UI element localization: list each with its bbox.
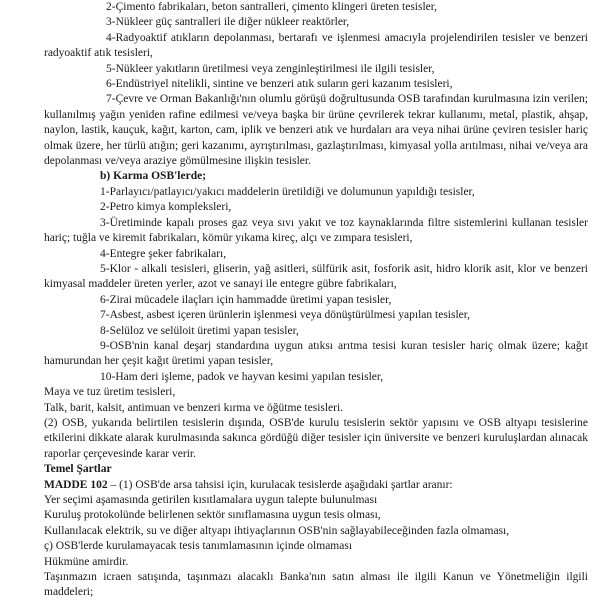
section-heading: Temel Şartlar (44, 463, 112, 476)
list-item: 10-Ham deri işleme, padok ve hayvan kesimi yapılan tesisler, (100, 370, 384, 383)
list-item: 2-Çimento fabrikaları, beton santralleri, çimento klingeri üreten tesisler, (106, 1, 438, 13)
list-item: 5-Klor - alkali tesisleri, gliserin, yağ asitleri, sülfürik asit, fosforik asit, hidro klorik asit, klor ve benzeri kimyasal maddeler üreten yerler, azot ve sanayi ile entegre gübre fabrikaları, (44, 262, 588, 291)
list-item: 6-Zirai mücadele ilaçları için hammadde üretimi yapan tesisler, (100, 293, 392, 306)
list-item: 9-OSB'nin kanal deşarj standardına uygun atıksı arıtma tesisi kuran tesisler hariç olmak üzere; kağıt hamurundan her çeşit kağıt üretimi yapan tesisler, (44, 339, 588, 368)
paragraph: Taşınmazın icraen satışında, taşınmazı alacaklı Banka'nın satın alması ile ilgili Kanun ve Yönetmeliğin ilgili maddeleri; (44, 571, 588, 599)
list-item: 3-Üretiminde kapalı proses gaz veya sıvı yakıt ve toz kaynaklarında filtre sistemlerini kullanan tesisler hariç; tuğla ve kiremit fabrikaları, kömür yıkama kireç, alçı ve zımpara tesisleri, (44, 216, 588, 245)
article-label: MADDE 102 (44, 478, 108, 491)
list-item: 3-Nükleer güç santralleri ile diğer nükleer reaktörler, (106, 16, 350, 29)
list-item: Yer seçimi aşamasında getirilen kısıtlamalara uygun talepte bulunulması (44, 494, 378, 506)
list-item: 6-Endüstriyel nitelikli, sintine ve benzeri atık suların geri kazanım tesisleri, (106, 78, 453, 91)
paragraph: (2) OSB, yukarıda belirtilen tesislerin dışında, OSB'de kurulu tesislerin sektör yapısını ve OSB altyapı tesislerine etkilerini dikkate alarak kurulmasında sakınca gördüğü diğer tesisler için üniversite ve benzeri kuruluşlardan alınacak raporlar çerçevesinde karar verir. (44, 416, 588, 460)
list-item: Maya ve tuz üretim tesisleri, (44, 386, 176, 399)
list-item: 2-Petro kimya kompleksleri, (100, 201, 232, 214)
list-item: 8-Selüloz ve selüloit üretimi yapan tesisler, (100, 324, 299, 337)
article-text: – (1) OSB'de arsa tahsisi için, kurulacak tesislerde aşağıdaki şartlar aranır: (107, 478, 453, 491)
section-heading: b) Karma OSB'lerde; (100, 170, 207, 183)
list-item: Talk, barit, kalsit, antimuan ve benzeri kırma ve öğütme tesisleri. (44, 401, 344, 414)
list-item: Kullanılacak elektrik, su ve diğer altyapı ihtiyaçlarının OSB'nin sağlayabileceğinden fazla olmaması, (44, 524, 510, 537)
article-line (44, 478, 588, 493)
list-item: Kuruluş protokolünde belirlenen sektör sınıflamasına uygun tesis olması, (44, 509, 381, 522)
list-item: 1-Parlayıcı/patlayıcı/yakıcı maddelerin üretildiği ve dolumunun yapıldığı tesisler, (100, 185, 475, 198)
list-item: 4-Radyoaktif atıkların depolanması, bertarafı ve işlenmesi amacıyla projelendirilen tesisler ve benzeri radyoaktif atık tesisleri, (44, 31, 588, 60)
list-item: 7-Asbest, asbest içeren ürünlerin işlenmesi veya dönüştürülmesi yapılan tesisler, (100, 309, 471, 322)
list-item: 7-Çevre ve Orman Bakanlığı'nın olumlu görüşü doğrultusunda OSB tarafından kurulmasına izin verilen; kullanılmış yağın yeniden rafine edilmesi ve/veya başka bir ürüne çevrilerek tekrar kullanımı, metal, plastik, ahşap, naylon, lastik, kauçuk, kağıt, karton, cam, iplik ve benzeri atık ve hurdaları ara veya nihai ürüne çeviren tesisler hariç olmak üzere, her türlü atığın; geri kazanımı, ayrıştırılması, gazlaştırılması, kimyasal yolla arıtılması, nihai ve/veya ara depolanması ve/veya araziye gömülmesine ilişkin tesisler. (44, 93, 588, 168)
list-item: ç) OSB'lerde kurulamayacak tesis tanımlamasının içinde olmaması (44, 540, 353, 553)
list-item: 4-Entegre şeker fabrikaları, (100, 247, 227, 260)
list-item: Hükmüne amirdir. (44, 555, 129, 568)
list-item: 5-Nükleer yakıtların üretilmesi veya zenginleştirilmesi ile ilgili tesisler, (106, 62, 435, 75)
